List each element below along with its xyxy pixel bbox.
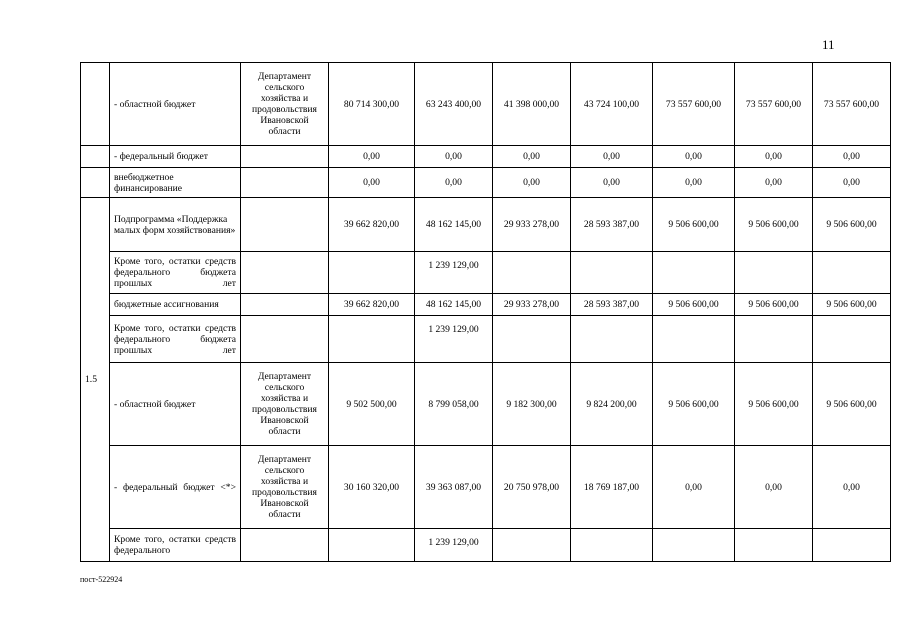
value-cell: 48 162 145,00: [415, 294, 493, 316]
value-cell: [813, 252, 891, 294]
table-row: [81, 168, 891, 198]
value-cell: 9 506 600,00: [813, 198, 891, 252]
value-cell: 39 363 087,00: [415, 446, 493, 529]
value-cell: 0,00: [329, 168, 415, 198]
value-cell: 9 506 600,00: [813, 294, 891, 316]
table-row: [81, 446, 891, 529]
value-cell: 63 243 400,00: [415, 63, 493, 146]
document-code: пост-522924: [80, 575, 123, 584]
row-number: [81, 168, 110, 198]
value-cell: 9 506 600,00: [735, 363, 813, 446]
value-cell: 1 239 129,00: [415, 316, 493, 363]
executor-cell: [241, 529, 329, 562]
value-cell: [493, 252, 571, 294]
value-cell: [571, 529, 653, 562]
value-cell: 0,00: [813, 146, 891, 168]
value-cell: 1 239 129,00: [415, 252, 493, 294]
table-row: [81, 252, 891, 294]
value-cell: [735, 529, 813, 562]
value-cell: 0,00: [415, 168, 493, 198]
row-name: - федеральный бюджет: [110, 146, 241, 168]
table-row: [81, 529, 891, 562]
value-cell: 0,00: [735, 146, 813, 168]
value-cell: 9 506 600,00: [735, 198, 813, 252]
value-cell: [735, 252, 813, 294]
row-name: Кроме того, остатки средств федерального бюджета прошлых лет: [110, 316, 241, 363]
value-cell: [571, 316, 653, 363]
executor-cell: [241, 198, 329, 252]
value-cell: 1 239 129,00: [415, 529, 493, 562]
value-cell: 0,00: [415, 146, 493, 168]
value-cell: 8 799 058,00: [415, 363, 493, 446]
table-row: [81, 146, 891, 168]
value-cell: 9 506 600,00: [653, 198, 735, 252]
row-name: - областной бюджет: [110, 63, 241, 146]
value-cell: 29 933 278,00: [493, 198, 571, 252]
value-cell: 0,00: [653, 168, 735, 198]
value-cell: 0,00: [329, 146, 415, 168]
row-name: бюджетные ассигнования: [110, 294, 241, 316]
value-cell: [571, 252, 653, 294]
value-cell: 9 506 600,00: [735, 294, 813, 316]
row-name: - областной бюджет: [110, 363, 241, 446]
executor-cell: [241, 168, 329, 198]
value-cell: 18 769 187,00: [571, 446, 653, 529]
value-cell: 9 506 600,00: [813, 363, 891, 446]
value-cell: [653, 529, 735, 562]
value-cell: 29 933 278,00: [493, 294, 571, 316]
value-cell: 39 662 820,00: [329, 198, 415, 252]
table-row: [81, 316, 891, 363]
value-cell: 48 162 145,00: [415, 198, 493, 252]
value-cell: 0,00: [493, 146, 571, 168]
row-name: Кроме того, остатки средств федерального бюджета прошлых лет: [110, 252, 241, 294]
value-cell: [653, 252, 735, 294]
value-cell: 20 750 978,00: [493, 446, 571, 529]
value-cell: 28 593 387,00: [571, 294, 653, 316]
table-row: [81, 198, 891, 252]
value-cell: [813, 316, 891, 363]
row-name: - федеральный бюджет <*>: [110, 446, 241, 529]
executor-cell: [241, 294, 329, 316]
value-cell: [329, 529, 415, 562]
value-cell: 80 714 300,00: [329, 63, 415, 146]
value-cell: 73 557 600,00: [813, 63, 891, 146]
row-name: Кроме того, остатки средств федерального: [110, 529, 241, 562]
executor-cell: [241, 252, 329, 294]
value-cell: [735, 316, 813, 363]
value-cell: 73 557 600,00: [653, 63, 735, 146]
value-cell: 9 182 300,00: [493, 363, 571, 446]
value-cell: [329, 252, 415, 294]
value-cell: [493, 529, 571, 562]
value-cell: 9 506 600,00: [653, 294, 735, 316]
row-number: [81, 146, 110, 168]
executor-cell: [241, 146, 329, 168]
value-cell: 41 398 000,00: [493, 63, 571, 146]
value-cell: 0,00: [571, 146, 653, 168]
executor-cell: Департамент сельского хозяйства и продовольствия Ивановской области: [241, 363, 329, 446]
value-cell: [329, 316, 415, 363]
value-cell: [493, 316, 571, 363]
value-cell: [813, 529, 891, 562]
table-row: [81, 63, 891, 146]
page-number: 11: [822, 37, 835, 52]
value-cell: 0,00: [813, 168, 891, 198]
executor-cell: Департамент сельского хозяйства и продовольствия Ивановской области: [241, 63, 329, 146]
value-cell: 0,00: [735, 446, 813, 529]
value-cell: 0,00: [653, 446, 735, 529]
row-name: Подпрограмма «Поддержка малых форм хозяйствования»: [110, 198, 241, 252]
value-cell: 9 502 500,00: [329, 363, 415, 446]
value-cell: 0,00: [813, 446, 891, 529]
row-number: 1.5: [81, 198, 110, 562]
table-body: [81, 63, 891, 562]
value-cell: 0,00: [571, 168, 653, 198]
value-cell: 73 557 600,00: [735, 63, 813, 146]
executor-cell: Департамент сельского хозяйства и продовольствия Ивановской области: [241, 446, 329, 529]
value-cell: 28 593 387,00: [571, 198, 653, 252]
table-row: [81, 363, 891, 446]
table-row: [81, 294, 891, 316]
value-cell: 30 160 320,00: [329, 446, 415, 529]
value-cell: [653, 316, 735, 363]
value-cell: 9 824 200,00: [571, 363, 653, 446]
value-cell: 39 662 820,00: [329, 294, 415, 316]
budget-table: [80, 62, 891, 562]
value-cell: 0,00: [735, 168, 813, 198]
row-number: [81, 63, 110, 146]
value-cell: 0,00: [653, 146, 735, 168]
value-cell: 0,00: [493, 168, 571, 198]
value-cell: 9 506 600,00: [653, 363, 735, 446]
row-name: внебюджетное финансирование: [110, 168, 241, 198]
executor-cell: [241, 316, 329, 363]
value-cell: 43 724 100,00: [571, 63, 653, 146]
